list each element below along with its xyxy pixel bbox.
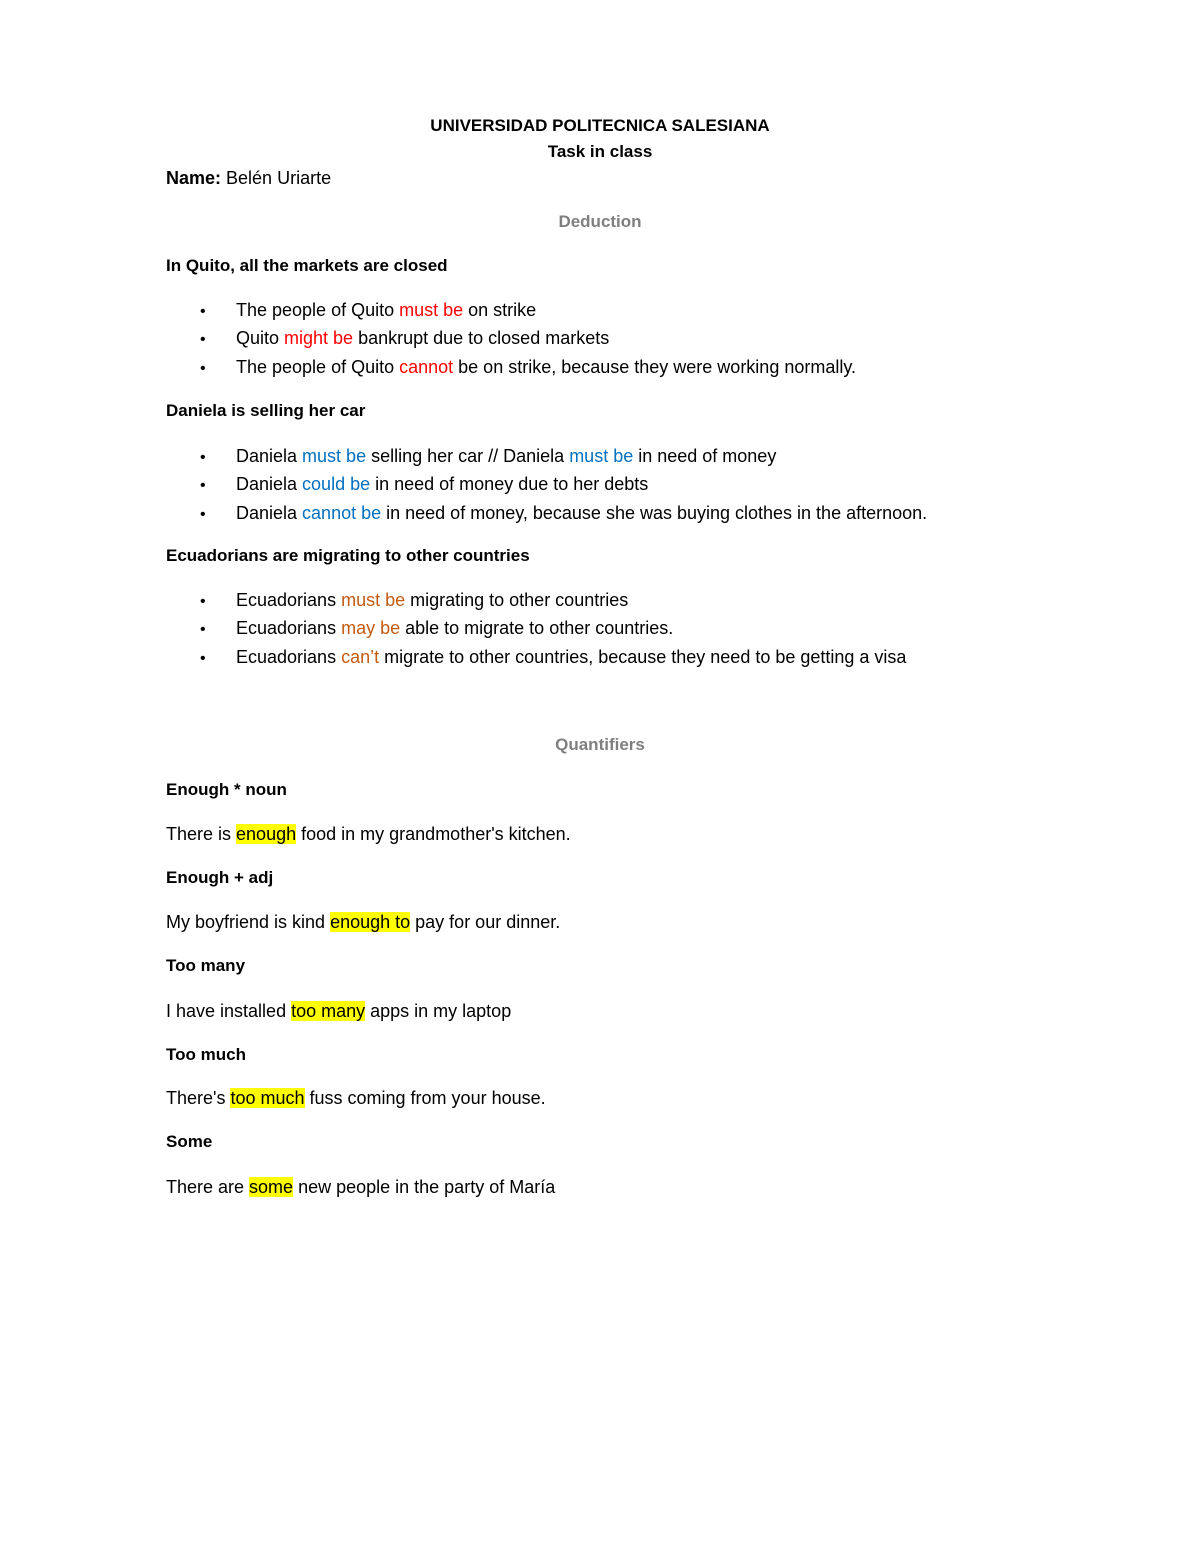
bullet-icon: • [200, 650, 206, 667]
bullet-icon: • [200, 477, 206, 494]
quantifier-heading: Enough + adj [166, 868, 274, 887]
list-item: • Daniela must be selling her car // Daniela must be in need of money [200, 446, 777, 466]
list-item: • Daniela cannot be in need of money, because she was buying clothes in the afternoon. [200, 503, 928, 523]
bullet-icon: • [200, 360, 206, 377]
highlighted-quantifier: enough [236, 824, 297, 844]
list-item: • Ecuadorians can’t migrate to other countries, because they need to be getting a visa [200, 647, 907, 667]
highlighted-quantifier: too many [291, 1001, 366, 1021]
list-item: • Ecuadorians must be migrating to other countries [200, 590, 629, 610]
quantifier-heading: Too much [166, 1045, 246, 1064]
deduction-heading-1: In Quito, all the markets are closed [166, 256, 448, 275]
deduction-heading-2: Daniela is selling her car [166, 401, 366, 420]
bullet-icon: • [200, 593, 206, 610]
modal-verb: cannot be [302, 503, 382, 523]
modal-verb: cannot [399, 357, 454, 377]
university-title: UNIVERSIDAD POLITECNICA SALESIANA [430, 116, 770, 135]
list-item: • Daniela could be in need of money due to her debts [200, 474, 649, 494]
name-line [166, 168, 331, 189]
quantifier-example: I have installed too many apps in my laptop [166, 1001, 512, 1021]
modal-verb: might be [284, 328, 354, 348]
modal-verb: can’t [341, 647, 380, 667]
name-value: Belén Uriarte [221, 168, 332, 188]
highlighted-quantifier: too much [230, 1088, 305, 1108]
bullet-icon: • [200, 331, 206, 348]
list-item: • Quito might be bankrupt due to closed markets [200, 328, 610, 348]
modal-verb: must be [341, 590, 406, 610]
highlighted-quantifier: some [249, 1177, 294, 1197]
quantifiers-title: Quantifiers [555, 735, 645, 754]
quantifier-example: My boyfriend is kind enough to pay for our dinner. [166, 912, 561, 932]
task-subtitle: Task in class [547, 142, 653, 161]
name-label: Name: [166, 168, 222, 188]
list-item: • The people of Quito cannot be on strike, because they were working normally. [200, 357, 857, 377]
quantifier-example: There's too much fuss coming from your house. [166, 1088, 546, 1108]
bullet-icon: • [200, 621, 206, 638]
bullet-icon: • [200, 449, 206, 466]
modal-verb: could be [302, 474, 371, 494]
deduction-heading-3: Ecuadorians are migrating to other countries [166, 546, 530, 565]
quantifier-heading: Some [166, 1132, 213, 1151]
modal-verb: must be [302, 446, 367, 466]
highlighted-quantifier: enough to [330, 912, 411, 932]
deduction-title: Deduction [558, 212, 642, 231]
modal-verb: must be [569, 446, 634, 466]
modal-verb: must be [399, 300, 464, 320]
list-item: • The people of Quito must be on strike [200, 300, 537, 320]
bullet-icon: • [200, 303, 206, 320]
list-item: • Ecuadorians may be able to migrate to other countries. [200, 618, 674, 638]
modal-verb: may be [341, 618, 401, 638]
quantifier-heading: Too many [166, 956, 246, 975]
bullet-icon: • [200, 506, 206, 523]
quantifier-heading: Enough * noun [166, 780, 287, 799]
quantifier-example: There are some new people in the party of María [166, 1177, 556, 1197]
quantifier-example: There is enough food in my grandmother's kitchen. [166, 824, 571, 844]
